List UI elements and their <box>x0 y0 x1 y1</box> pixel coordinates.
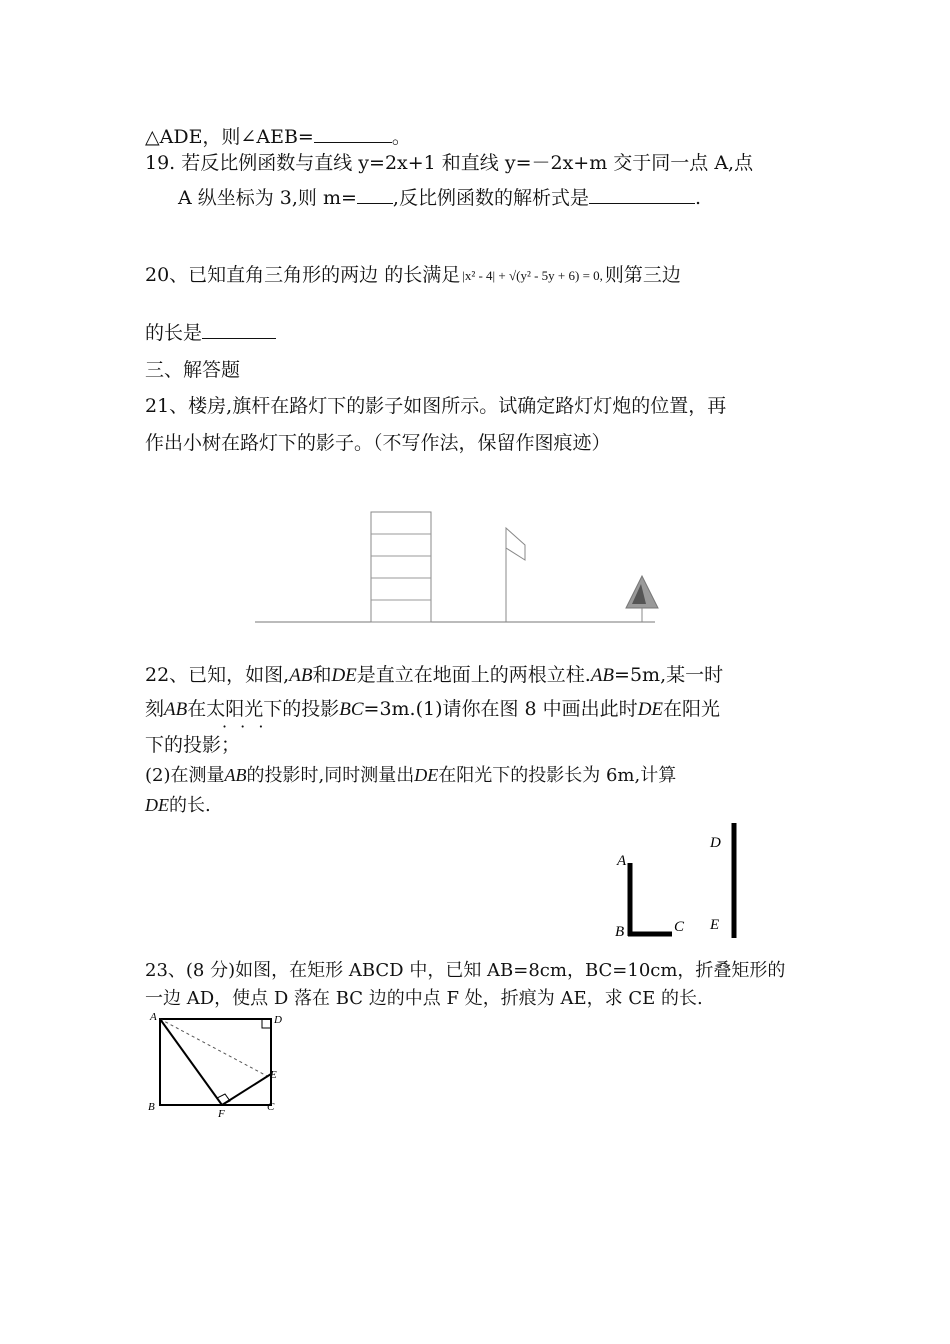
q22-line1 <box>145 662 723 689</box>
q20-formula: |x² - 4| + √(y² - 5y + 6) = 0, <box>462 268 603 283</box>
var-de: DE <box>145 795 169 815</box>
emphasis-dots: · · · <box>222 717 268 736</box>
fold-line-ae <box>160 1019 267 1076</box>
small-tree <box>626 576 658 622</box>
q19-line1: 19. 若反比例函数与直线 y=2x+1 和直线 y=－2x+m 交于同一点 A,点 <box>145 152 754 174</box>
q22-line5 <box>145 792 211 819</box>
var-de: DE <box>637 699 664 720</box>
var-de: DE <box>331 665 357 686</box>
building <box>371 512 431 622</box>
q22-text: 在太阳光下的投影 <box>187 698 340 720</box>
q20-text: 的长是 <box>145 322 203 344</box>
q19-text-a: A 纵坐标为 3,则 m= <box>178 187 357 209</box>
q18-text: △ADE，则∠AEB= <box>145 126 314 148</box>
q22-text: 是直立在地面上的两根立柱. <box>356 664 591 686</box>
q22-text: 的投影时,同时测量出 <box>246 765 415 786</box>
q19-text-b: ,反比例函数的解析式是 <box>392 187 589 209</box>
label-d: D <box>710 835 721 851</box>
q22-text: 刻 <box>145 698 165 720</box>
label-a: A <box>150 1011 157 1023</box>
var-ab: AB <box>164 699 188 720</box>
label-b: B <box>148 1101 155 1113</box>
q22-text: 的长. <box>169 795 211 816</box>
q19-end: . <box>694 187 701 209</box>
var-de: DE <box>414 765 439 785</box>
var-ab: AB <box>224 765 247 785</box>
rectangle-abcd <box>160 1019 271 1105</box>
q22-line4 <box>145 762 676 789</box>
q20-prefix: 20、已知直角三角形的两边 的长满足 <box>145 264 461 286</box>
label-d: D <box>274 1014 282 1026</box>
q22-text: (2)在测量 <box>145 765 225 786</box>
var-ab: AB <box>590 665 615 686</box>
right-angle-d <box>262 1019 271 1028</box>
q22-text: =5m,某一时 <box>614 664 724 686</box>
label-c: C <box>267 1101 275 1113</box>
q23-line1: 23、(8 分)如图，在矩形 ABCD 中，已知 AB=8cm，BC=10cm，折叠矩形的 <box>145 960 786 981</box>
q18-end: 。 <box>391 126 411 148</box>
q22-text: 22、已知，如图, <box>145 664 290 686</box>
label-b: B <box>615 924 625 940</box>
label-e: E <box>270 1069 277 1081</box>
q22-figure <box>600 815 760 945</box>
label-a: A <box>617 853 627 869</box>
var-bc: BC <box>339 699 364 720</box>
q21-line2: 作出小树在路灯下的影子。（不写作法，保留作图痕迹） <box>145 432 611 454</box>
q22-text: =3m.(1)请你在图 8 中画出此时 <box>363 698 638 720</box>
q23-line2: 一边 AD，使点 D 落在 BC 边的中点 F 处，折痕为 AE，求 CE 的长. <box>145 988 703 1009</box>
q22-text: 在阳光下的投影长为 6m,计算 <box>438 765 677 786</box>
q22-text: 在阳光 <box>663 698 721 720</box>
label-e: E <box>710 917 720 933</box>
q21-line1: 21、楼房,旗杆在路灯下的影子如图所示。试确定路灯灯炮的位置，再 <box>145 395 727 417</box>
q22-line3: 下的投影； <box>145 734 241 756</box>
label-c: C <box>674 919 685 935</box>
segment-af <box>160 1019 222 1105</box>
section-title: 三、解答题 <box>145 359 241 381</box>
flagpole <box>506 528 525 622</box>
label-f: F <box>218 1108 225 1120</box>
q23-figure <box>140 1010 290 1122</box>
q20-suffix: 则第三边 <box>604 264 681 286</box>
var-ab: AB <box>289 665 313 686</box>
q22-text: 和 <box>312 664 332 686</box>
